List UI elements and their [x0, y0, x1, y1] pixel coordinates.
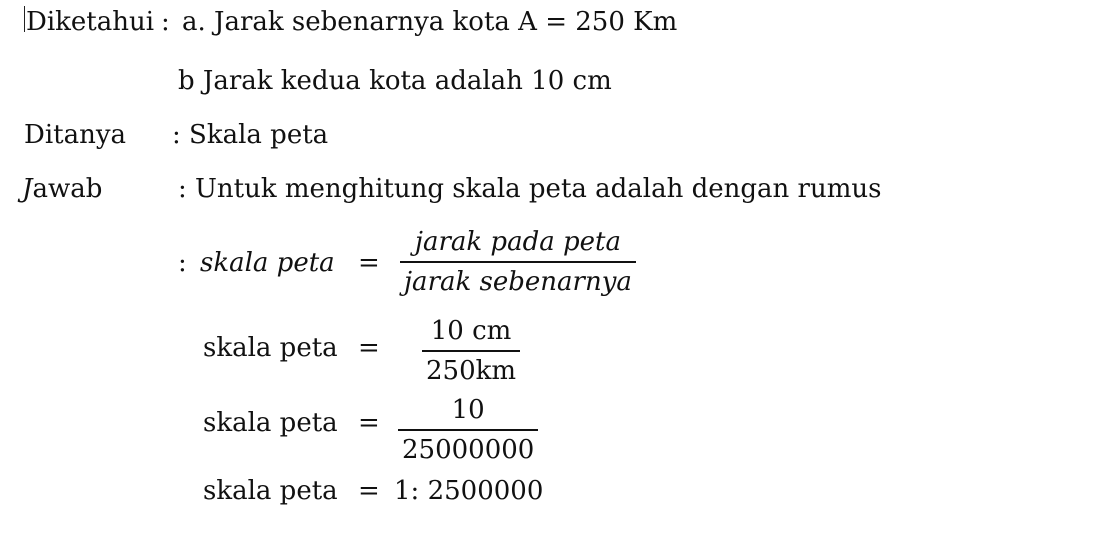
fraction-bar [400, 261, 636, 263]
formula-fraction [400, 229, 636, 295]
step3-lhs: skala peta [203, 476, 338, 506]
text-cursor [24, 6, 25, 32]
diketahui-label: Diketahui [26, 7, 155, 37]
step2-numerator: 10 [451, 395, 485, 425]
fraction-bar [398, 429, 538, 431]
ditanya-text: : Skala peta [172, 120, 329, 150]
ditanya-label: Ditanya [24, 120, 127, 150]
formula-equals: = [358, 248, 380, 278]
step3-result: 1: 2500000 [394, 476, 544, 506]
formula-denominator: jarak sebenarnya [404, 266, 632, 297]
step2-fraction [398, 397, 538, 463]
formula-prefix: : [178, 248, 187, 278]
step1-fraction [422, 318, 520, 384]
step2-equals: = [358, 408, 380, 438]
step1-denominator: 250km [426, 355, 517, 386]
step1-lhs: skala peta [203, 333, 338, 363]
jawab-label: Jawab [22, 174, 103, 204]
step2-lhs: skala peta [203, 408, 338, 438]
step1-equals: = [358, 333, 380, 363]
given-item-b: b Jarak kedua kota adalah 10 cm [178, 66, 612, 96]
given-item-a: a. Jarak sebenarnya kota A = 250 Km [182, 7, 678, 37]
diketahui-colon: : [161, 7, 170, 37]
step3-equals: = [358, 476, 380, 506]
step2-denominator: 25000000 [402, 434, 535, 465]
formula-lhs: skala peta [200, 248, 335, 278]
step1-numerator: 10 cm [430, 316, 512, 346]
jawab-text: : Untuk menghitung skala peta adalah dengan rumus [178, 174, 882, 204]
fraction-bar [422, 350, 520, 352]
formula-numerator: jarak pada peta [414, 227, 621, 257]
